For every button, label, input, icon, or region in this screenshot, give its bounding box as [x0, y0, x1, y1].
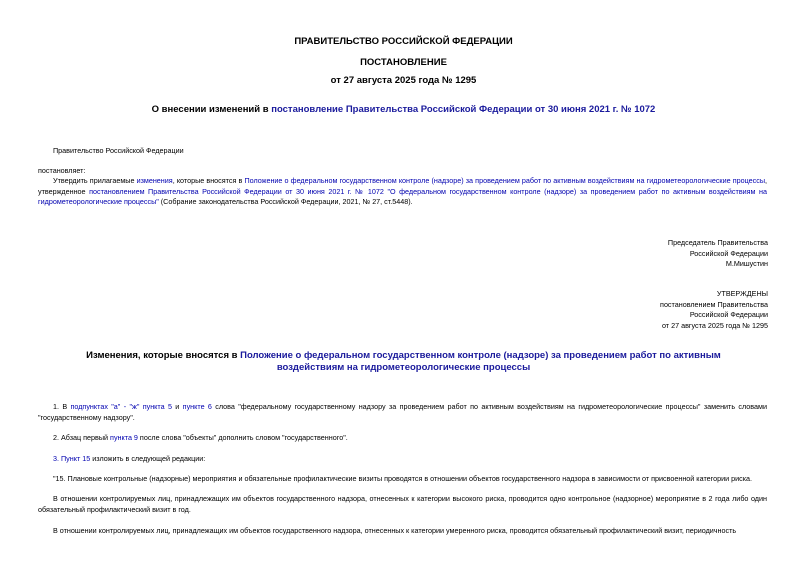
change-2-paragraph: [53, 433, 348, 444]
regulation-link[interactable]: Положение о федеральном государственном контроле (надзоре) за проведением работ по активным воздействиям на гидрометеорологические процессы: [244, 176, 765, 185]
changes-title-prefix: Изменения, которые вносятся в: [86, 350, 241, 361]
approval-block: [500, 289, 768, 331]
item-1-paragraph: [38, 176, 767, 208]
change-text: и: [171, 402, 183, 411]
point-15-link[interactable]: 3. Пункт 15: [53, 454, 91, 463]
government-heading: ПРАВИТЕЛЬСТВО РОССИЙСКОЙ ФЕДЕРАЦИИ: [294, 36, 513, 47]
change-text: после слова "объекты" дополнить словом "государственного".: [137, 433, 348, 442]
change-text: 1. В: [53, 402, 71, 411]
signature-name: М.Мишустин: [725, 259, 768, 268]
signature-position-2: Российской Федерации: [689, 248, 768, 258]
point-6-link[interactable]: пункте 6: [182, 402, 212, 411]
change-3-paragraph: [53, 454, 205, 465]
quote-paragraph-3: В отношении контролируемых лиц, принадлежащих им объектов государственного надзора, отнесенных к категории умеренного риска, проводится обязательный профилактический визит, периодичность: [53, 526, 737, 535]
preamble-resolves: постановляет:: [38, 166, 86, 175]
change-text: 2. Абзац первый: [53, 433, 111, 442]
approval-heading: УТВЕРЖДЕНЫ: [716, 289, 768, 298]
changes-title: [60, 350, 747, 374]
doc-title-link[interactable]: постановление Правительства Российской Федерации от 30 июня 2021 г. № 1072: [271, 104, 656, 115]
changes-link[interactable]: изменения: [136, 176, 173, 185]
item-1-text: , утвержденное: [38, 176, 767, 196]
approval-line-2: Российской Федерации: [689, 310, 768, 319]
changes-title-link[interactable]: Положение о федеральном государственном контроле (надзоре) за проведением работ по активным воздействиям на гидрометеорологические процессы: [240, 350, 721, 373]
doc-type-heading: ПОСТАНОВЛЕНИЕ: [360, 57, 447, 68]
preamble-government: Правительство Российской Федерации: [53, 146, 184, 155]
approval-line-1: постановлением Правительства: [660, 299, 768, 309]
doc-title: [0, 104, 807, 115]
item-1-text: , которые вносятся в: [172, 176, 245, 185]
signature-block: [500, 238, 768, 270]
change-text: изложить в следующей редакции:: [90, 454, 206, 463]
point-9-link[interactable]: пункта 9: [110, 433, 138, 442]
item-1-text: (Собрание законодательства Российской Федерации, 2021, № 27, ст.5448).: [158, 197, 413, 206]
approval-line-3: от 27 августа 2025 года № 1295: [661, 320, 768, 330]
item-1-text: Утвердить прилагаемые: [53, 176, 137, 185]
date-number: от 27 августа 2025 года № 1295: [330, 75, 477, 86]
quote-paragraph-2: В отношении контролируемых лиц, принадлежащих им объектов государственного надзора, отнесенных к категории высокого риска, проводится одно контрольное (надзорное) мероприятие в 2 года либо один обязательный профилактический визит в год.: [38, 494, 767, 514]
subpoints-5-link[interactable]: подпунктах "а" - "ж" пункта 5: [70, 402, 172, 411]
change-text: слова "федеральному государственному надзору за проведением работ по активным воздействиям на гидрометеорологические процессы" заменить словами "государственному надзору".: [38, 402, 767, 422]
change-1-paragraph: [38, 402, 767, 423]
doc-title-prefix: О внесении изменений в: [151, 104, 272, 115]
resolution-1072-link[interactable]: постановлением Правительства Российской Федерации от 30 июня 2021 г. № 1072 "О федеральном государственном контроле (надзоре) за проведением работ по активным воздействиям на гидрометеорологические процессы": [38, 186, 767, 206]
quote-paragraph-1: "15. Плановые контрольные (надзорные) мероприятия и обязательные профилактические визиты проводятся в отношении объектов государственного надзора в зависимости от присвоенной категории риска.: [53, 474, 753, 483]
signature-position-1: Председатель Правительства: [667, 238, 768, 247]
